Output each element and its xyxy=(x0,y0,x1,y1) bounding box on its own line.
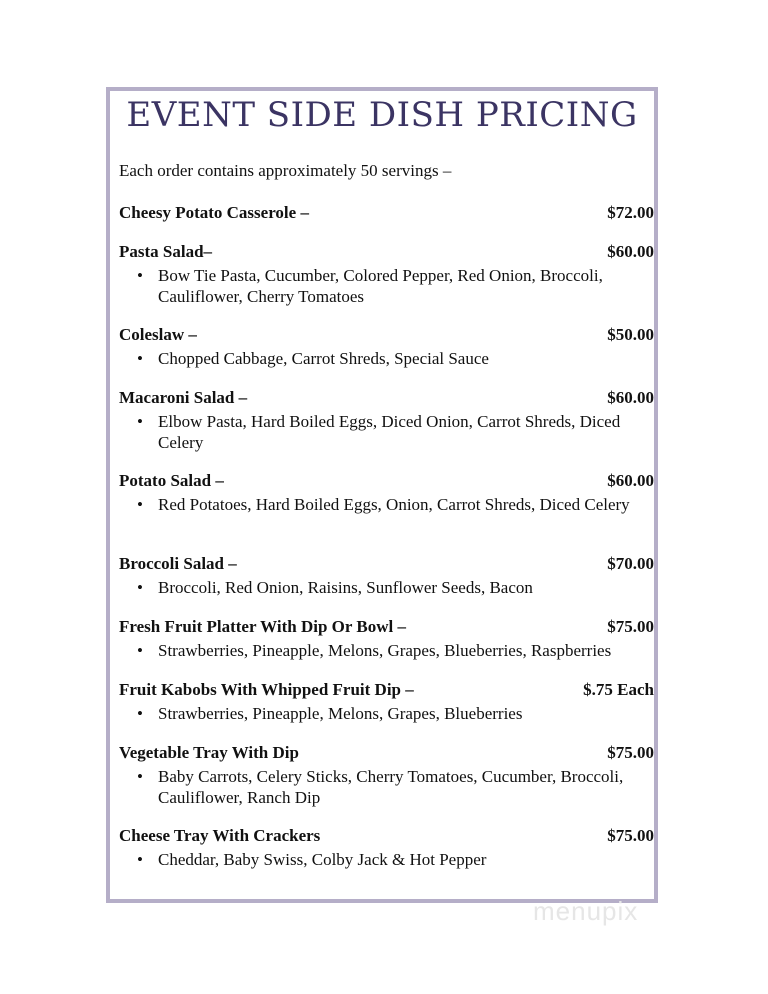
item-name: Broccoli Salad – xyxy=(119,554,237,573)
bullet-icon: • xyxy=(137,349,143,368)
bullet-icon: • xyxy=(137,704,143,723)
item-description: Broccoli, Red Onion, Raisins, Sunflower Seeds, Bacon xyxy=(158,578,533,597)
item-description: Chopped Cabbage, Carrot Shreds, Special Sauce xyxy=(158,349,489,368)
intro-text: Each order contains approximately 50 servings – xyxy=(119,161,452,180)
menu-item xyxy=(119,742,654,808)
item-price: $70.00 xyxy=(607,554,654,573)
item-name: Macaroni Salad – xyxy=(119,388,248,407)
bullet-icon: • xyxy=(137,641,143,660)
menu-frame xyxy=(106,87,658,903)
menu-item xyxy=(119,202,654,223)
item-name: Vegetable Tray With Dip xyxy=(119,743,299,762)
item-name: Pasta Salad– xyxy=(119,242,213,261)
bullet-icon: • xyxy=(137,767,143,786)
menu-item xyxy=(119,679,654,724)
page-title: EVENT SIDE DISH PRICING xyxy=(126,95,638,135)
item-description: Cheddar, Baby Swiss, Colby Jack & Hot Pepper xyxy=(158,850,487,869)
item-description: Baby Carrots, Celery Sticks, Cherry Tomatoes, Cucumber, Broccoli, Cauliflower, Ranch Dip xyxy=(158,767,624,807)
menu-item xyxy=(119,616,654,661)
item-description: Red Potatoes, Hard Boiled Eggs, Onion, Carrot Shreds, Diced Celery xyxy=(158,495,630,514)
item-price: $75.00 xyxy=(607,617,654,636)
menu-item xyxy=(119,470,654,515)
bullet-icon: • xyxy=(137,412,143,431)
item-name: Fruit Kabobs With Whipped Fruit Dip – xyxy=(119,680,414,699)
item-price: $72.00 xyxy=(607,203,654,222)
item-description: Elbow Pasta, Hard Boiled Eggs, Diced Onion, Carrot Shreds, Diced Celery xyxy=(158,412,621,452)
item-name: Coleslaw – xyxy=(119,325,197,344)
item-description: Bow Tie Pasta, Cucumber, Colored Pepper, Red Onion, Broccoli, Cauliflower, Cherry Tomatoes xyxy=(158,266,603,306)
bullet-icon: • xyxy=(137,850,143,869)
menu-item xyxy=(119,553,654,598)
item-price: $60.00 xyxy=(607,242,654,261)
menu-item xyxy=(119,825,654,870)
item-name: Cheese Tray With Crackers xyxy=(119,826,321,845)
item-price: $75.00 xyxy=(607,826,654,845)
item-name: Cheesy Potato Casserole – xyxy=(119,203,309,222)
bullet-icon: • xyxy=(137,578,143,597)
item-price: $.75 Each xyxy=(583,680,654,699)
bullet-icon: • xyxy=(137,495,143,514)
item-name: Fresh Fruit Platter With Dip Or Bowl – xyxy=(119,617,406,636)
item-description: Strawberries, Pineapple, Melons, Grapes, Blueberries xyxy=(158,704,523,723)
menu-item xyxy=(119,241,654,307)
item-description: Strawberries, Pineapple, Melons, Grapes, Blueberries, Raspberries xyxy=(158,641,612,660)
item-name: Potato Salad – xyxy=(119,471,224,490)
bullet-icon: • xyxy=(137,266,143,285)
watermark-logo: menupix xyxy=(533,896,639,926)
item-price: $75.00 xyxy=(607,743,654,762)
menu-item xyxy=(119,387,654,453)
item-price: $60.00 xyxy=(607,388,654,407)
menu-item xyxy=(119,324,654,369)
item-price: $60.00 xyxy=(607,471,654,490)
item-price: $50.00 xyxy=(607,325,654,344)
